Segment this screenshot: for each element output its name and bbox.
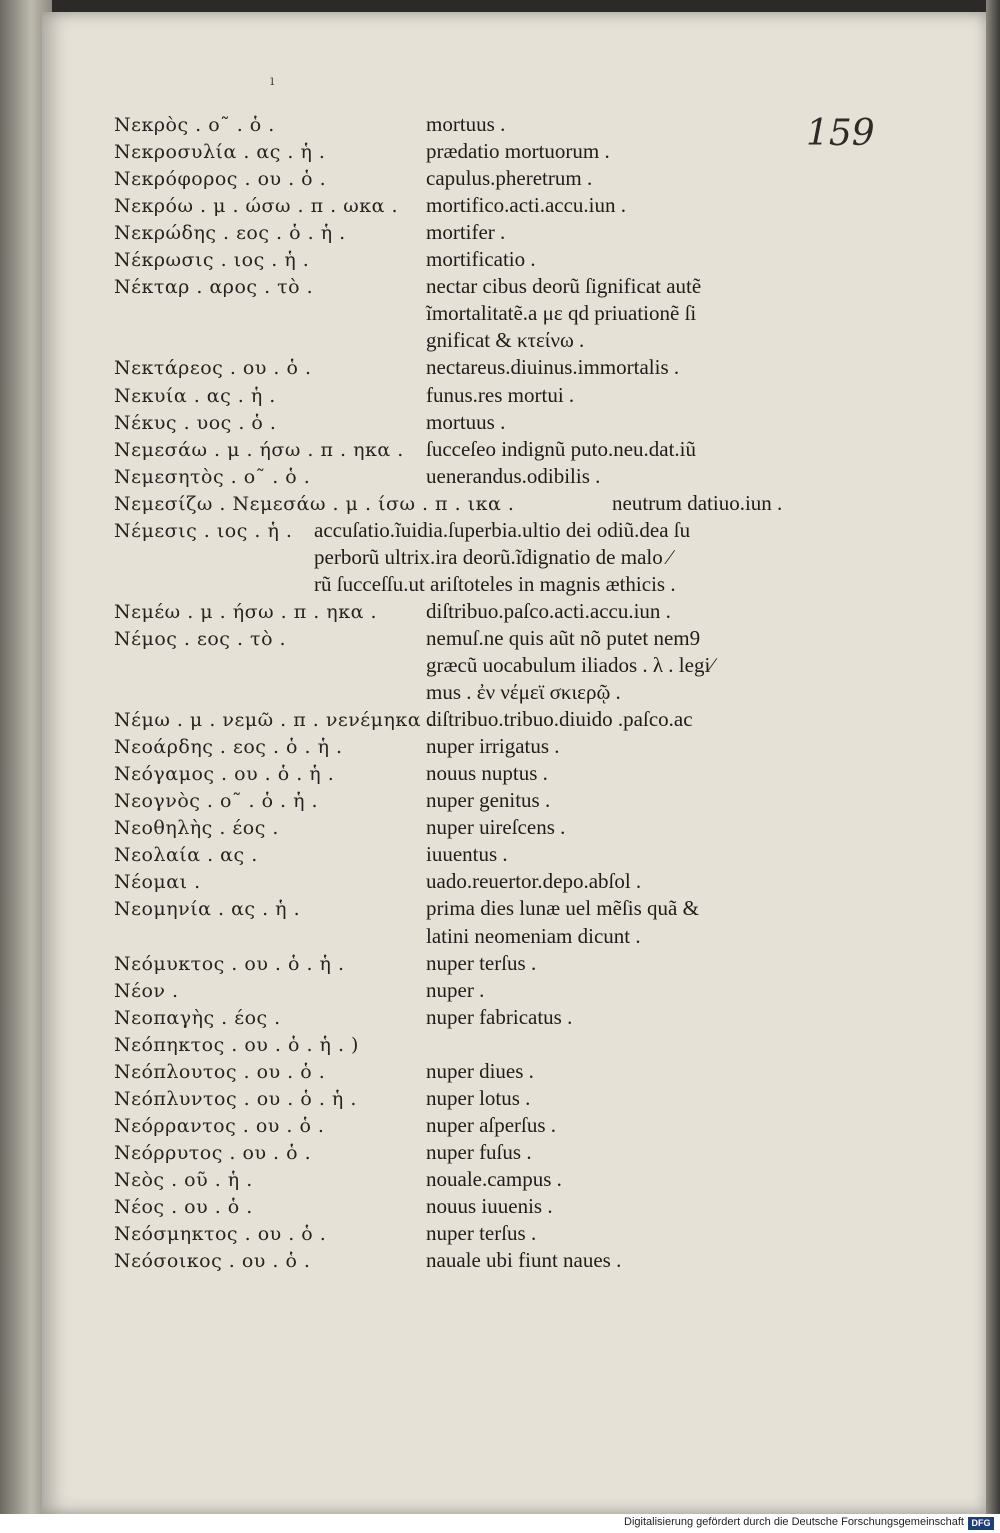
entry-latin-gloss: nuper diues .	[426, 1058, 534, 1083]
entry-latin-gloss: ĩmortalitatẽ.a με qd priuationẽ ſi	[426, 301, 697, 326]
entry-greek-headword: Νεκυία . ας . ἡ .	[114, 384, 276, 407]
entry-greek-headword: Νεόρραντος . ου . ὁ .	[114, 1114, 325, 1137]
entry-greek-headword: Νέμεσις . ιος . ἡ .	[114, 519, 293, 542]
entry-latin-gloss: nuper uireſcens .	[426, 815, 566, 840]
entry-latin-gloss: mortuus .	[426, 409, 506, 434]
entry-latin-gloss: nouus nuptus .	[426, 761, 548, 786]
entry-latin-gloss: mus . ἐν νέμεϊ σκιερῷ .	[426, 680, 621, 705]
entry-latin-gloss: nouale.campus .	[426, 1166, 562, 1191]
dfg-logo-icon: DFG	[968, 1517, 994, 1530]
entry-latin-gloss: nemuſ.ne quis aũt nõ putet nem9	[426, 625, 701, 650]
entry-greek-headword: Νεολαία . ας .	[114, 844, 258, 867]
entry-latin-gloss: mortifer .	[426, 220, 506, 245]
entry-greek-headword: Νέκρωσις . ιος . ἡ .	[114, 249, 310, 272]
entry-latin-gloss: græcũ uocabulum iliados . λ . legi∕	[426, 653, 714, 677]
entry-greek-headword: Νεογνὸς . ο῀ . ὁ . ἡ .	[114, 790, 319, 813]
entry-greek-headword: Νεκροσυλία . ας . ἡ .	[114, 141, 326, 164]
entry-greek-headword: Νεοθηλὴς . έος .	[114, 817, 279, 840]
entry-latin-gloss: mortuus .	[426, 112, 506, 136]
entry-greek-headword: Νεόγαμος . ου . ὁ . ἡ .	[114, 763, 335, 786]
entry-greek-headword: Νεκρόφορος . ου . ὁ .	[114, 168, 327, 191]
entry-greek-headword: Νεόμυκτος . ου . ὁ . ἡ .	[114, 952, 345, 975]
entry-latin-gloss: ſucceſeo indignũ puto.neu.dat.iũ	[426, 436, 697, 461]
entry-latin-gloss: capulus.pheretrum .	[426, 166, 593, 191]
entry-latin-gloss: nouus iuuenis .	[426, 1194, 553, 1218]
entry-latin-gloss: iuuentus .	[426, 842, 508, 867]
entry-greek-headword: Νεμεσητὸς . ο῀ . ὁ .	[114, 465, 311, 488]
entry-latin-gloss: nauale ubi fiunt naues .	[426, 1248, 622, 1273]
entry-latin-gloss: nuper terſus .	[426, 1221, 537, 1246]
entry-latin-gloss: funus.res mortui .	[426, 382, 575, 407]
entry-greek-headword: Νέμος . εος . τὸ .	[114, 627, 287, 650]
entry-greek-headword: Νεκρὸς . ο῀ . ὁ .	[114, 114, 275, 136]
margin-mark: ı	[270, 73, 275, 89]
entry-greek-headword: Νεόπλυντος . ου . ὁ . ἡ .	[114, 1087, 357, 1110]
entry-latin-gloss: nuper irrigatus .	[426, 734, 560, 759]
entry-greek-headword: Νεκρόω . μ . ώσω . π . ωκα .	[114, 195, 398, 218]
entry-latin-gloss: perborũ ultrix.ira deorũ.ĩdignatio de malo ∕	[314, 544, 672, 569]
entry-latin-gloss: nuper genitus .	[426, 788, 551, 813]
entry-latin-gloss: nuper terſus .	[426, 950, 537, 975]
entry-greek-headword: Νεόσοικος . ου . ὁ .	[114, 1250, 311, 1273]
entry-latin-gloss: nectareus.diuinus.immortalis .	[426, 355, 680, 380]
entry-latin-gloss: mortificatio .	[426, 247, 536, 272]
entry-latin-gloss: nectar cibus deorũ ſignificat autẽ	[426, 274, 702, 299]
entry-greek-headword: Νέον .	[114, 979, 179, 1002]
entry-latin-gloss: neutrum datiuo.iun .	[612, 490, 783, 515]
entry-latin-gloss: mortifico.acti.accu.iun .	[426, 193, 627, 218]
folio-number: 159	[806, 113, 875, 154]
entry-greek-headword: Νέμω . μ . νεμῶ . π . νενέμηκα .	[114, 709, 435, 732]
footer-credit: Digitalisierung gefördert durch die Deutsche Forschungsgemeinschaft	[624, 1516, 964, 1528]
footer-bar	[0, 1514, 1000, 1533]
entry-latin-gloss: nuper aſperſus .	[426, 1112, 557, 1137]
entry-greek-headword: Νεὸς . οῦ . ἡ .	[114, 1168, 253, 1191]
entry-latin-gloss: accuſatio.ĩuidia.ſuperbia.ultio dei odiũ.dea ſu	[314, 517, 691, 542]
entry-greek-headword: Νεομηνία . ας . ἡ .	[114, 898, 301, 921]
entry-greek-headword: Νεμεσάω . μ . ήσω . π . ηκα .	[114, 438, 404, 461]
entry-latin-gloss: nuper lotus .	[426, 1085, 531, 1110]
entry-greek-headword: Νεόρρυτος . ου . ὁ .	[114, 1141, 312, 1164]
entry-latin-gloss: uado.reuertor.depo.abſol .	[426, 869, 642, 894]
entry-latin-gloss: diſtribuo.paſco.acti.accu.iun .	[426, 598, 671, 623]
entry-greek-headword: Νεοπαγὴς . έος .	[114, 1006, 281, 1029]
entry-greek-headword: Νέκυς . υος . ὁ .	[114, 411, 277, 434]
entry-latin-gloss: nuper .	[426, 977, 485, 1002]
entry-greek-headword: Νεόπλουτος . ου . ὁ .	[114, 1060, 326, 1083]
entry-greek-headword: Νεμέω . μ . ήσω . π . ηκα .	[114, 600, 377, 623]
entry-latin-gloss: prædatio mortuorum .	[426, 139, 610, 164]
entry-latin-gloss: nuper fabricatus .	[426, 1004, 573, 1029]
entry-greek-headword: Νέκταρ . αρος . τὸ .	[114, 276, 314, 299]
entry-latin-gloss: latini neomeniam dicunt .	[426, 923, 641, 948]
page-edge-right	[986, 0, 1000, 1520]
entry-latin-gloss: uenerandus.odibilis .	[426, 463, 601, 488]
entry-greek-headword: Νεόσμηκτος . ου . ὁ .	[114, 1223, 327, 1246]
entry-latin-gloss: nuper fuſus .	[426, 1139, 532, 1164]
entry-greek-headword: Νεμεσίζω . Νεμεσάω . μ . ίσω . π . ικα .	[114, 492, 515, 515]
entry-greek-headword: Νεκρώδης . εος . ὁ . ἡ .	[114, 222, 346, 245]
entry-latin-gloss: prima dies lunæ uel mẽſis quã &	[426, 896, 699, 921]
entry-greek-headword: Νεκτάρεος . ου . ὁ .	[114, 357, 312, 380]
entry-greek-headword: Νεοάρδης . εος . ὁ . ἡ .	[114, 736, 343, 759]
entry-greek-headword: Νεόπηκτος . ου . ὁ . ἡ . )	[114, 1033, 359, 1056]
entry-greek-headword: Νέομαι .	[114, 871, 201, 894]
entry-latin-gloss: rũ ſucceſſu.ut ariſtoteles in magnis æthicis .	[314, 571, 676, 596]
entry-latin-gloss: diſtribuo.tribuo.diuido .paſco.ac	[426, 707, 693, 732]
entry-greek-headword: Νέος . ου . ὁ .	[114, 1196, 253, 1218]
entry-latin-gloss: gnificat & κτείνω .	[426, 328, 585, 353]
